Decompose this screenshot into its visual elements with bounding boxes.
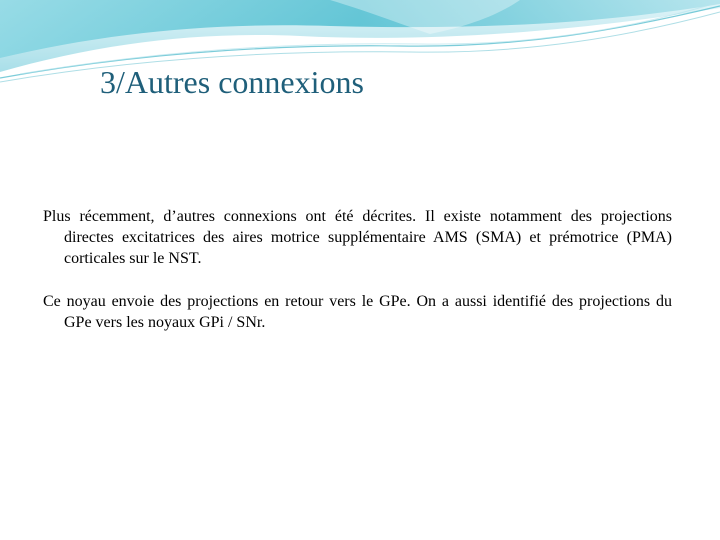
paragraph-connexions: Plus récemment, d’autres connexions ont été décrites. Il existe notamment des projections directes excitatrices des aires motrice supplémentaire AMS (SMA) et prémotrice (PMA) corticales sur le NST. [43,208,672,267]
slide-body [43,206,672,355]
slide-title: 3/Autres connexions [100,64,364,100]
paragraph-retour: Ce noyau envoie des projections en retour vers le GPe. On a aussi identifié des projections du GPe vers les noyaux GPi / SNr. [43,293,672,331]
